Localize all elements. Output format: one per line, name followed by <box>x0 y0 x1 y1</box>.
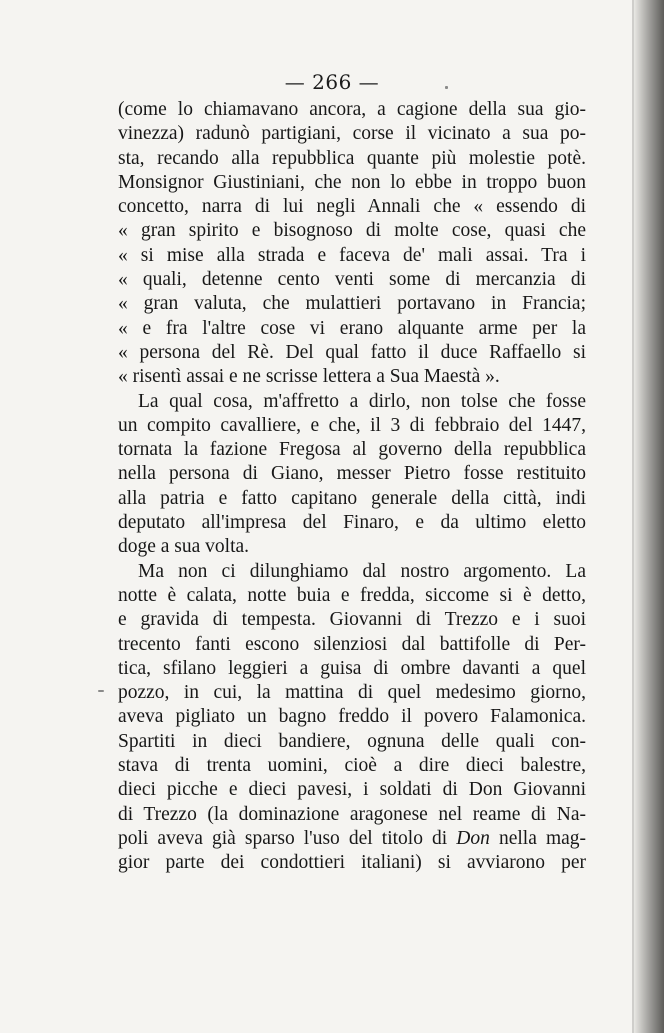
text-line: Monsignor Giustiniani, che non lo ebbe in troppo buon <box>118 171 586 193</box>
text-line-with-italic <box>118 827 586 851</box>
text-line: aveva pigliato un bagno freddo il povero Falamonica. <box>118 706 586 728</box>
paragraph-end-line: doge a sua volta. <box>118 536 250 558</box>
text-line: vinezza) radunò partigiani, corse il vicinato a sua po- <box>118 123 586 145</box>
text-line: notte è calata, notte buia e fredda, siccome si è detto, <box>118 584 586 606</box>
text-line: « gran spirito e bisognoso di molte cose, quasi che <box>118 220 586 242</box>
paragraph-start-line: La qual cosa, m'affretto a dirlo, non tolse che fosse <box>138 390 586 412</box>
text-line: pozzo, in cui, la mattina di quel medesimo giorno, <box>118 682 586 704</box>
scan-binding-edge <box>634 0 664 1033</box>
text-line: « si mise alla strada e faceva de' mali assai. Tra i <box>118 244 586 266</box>
text-line: e gravida di tempesta. Giovanni di Trezzo e i suoi <box>118 609 586 631</box>
text-line: (come lo chiamavano ancora, a cagione della sua gio- <box>118 99 586 120</box>
scan-speck <box>445 86 448 89</box>
text-line: tornata la fazione Fregosa al governo della repubblica <box>118 439 586 461</box>
text-line: « quali, detenne cento venti some di mercanzia di <box>118 269 586 291</box>
text-line: nella persona di Giano, messer Pietro fosse restituito <box>118 463 586 485</box>
text-line: dieci picche e dieci pavesi, i soldati di Don Giovanni <box>118 779 586 801</box>
text-line: deputato all'impresa del Finaro, e da ultimo eletto <box>118 512 586 534</box>
text-line: concetto, narra di lui negli Annali che « essendo di <box>118 196 586 218</box>
text-line: « gran valuta, che mulattieri portavano in Francia; <box>118 293 586 315</box>
text-line: un compito cavalliere, e che, il 3 di febbraio del 1447, <box>118 414 586 436</box>
text-line: alla patria e fatto capitano generale della città, indi <box>118 487 586 509</box>
text-segment: poli aveva già sparso l'uso del titolo di <box>118 827 448 849</box>
body-text <box>118 98 586 876</box>
page-number: — 266 — <box>284 70 380 94</box>
text-line: gior parte dei condottieri italiani) si avviarono per <box>118 852 586 874</box>
text-line: Spartiti in dieci bandiere, ognuna delle quali con- <box>118 730 586 752</box>
text-line: stava di trenta uomini, cioè a dire dieci balestre, <box>118 755 586 777</box>
text-line: « risentì assai e ne scrisse lettera a Sua Maestà ». <box>118 366 500 388</box>
text-segment: nella mag- <box>498 827 587 849</box>
text-line: sta, recando alla repubblica quante più molestie potè. <box>118 147 586 169</box>
text-line: « persona del Rè. Del qual fatto il duce Raffaello si <box>118 341 586 363</box>
paragraph-start-line: Ma non ci dilunghiamo dal nostro argomento. La <box>138 560 586 582</box>
italic-word: Don <box>456 827 490 849</box>
text-line: tica, sfilano leggieri a guisa di ombre davanti a quel <box>118 657 586 679</box>
text-line: « e fra l'altre cose vi erano alquante arme per la <box>118 317 586 339</box>
scan-speck <box>98 690 104 692</box>
text-line: di Trezzo (la dominazione aragonese nel reame di Na- <box>118 803 586 825</box>
text-line: trecento fanti escono silenziosi dal battifolle di Per- <box>118 633 586 655</box>
